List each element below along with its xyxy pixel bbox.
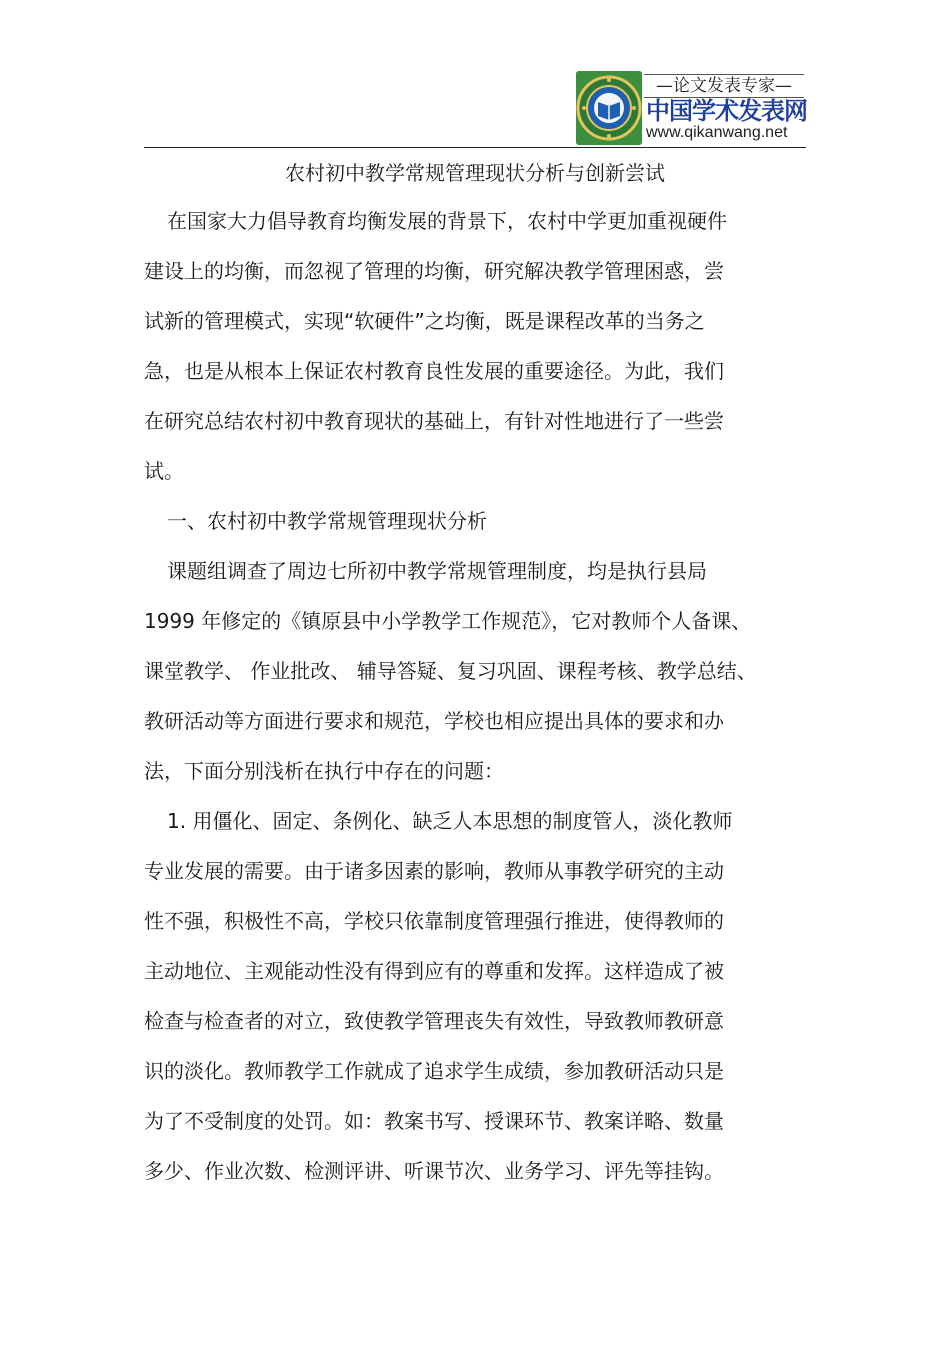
body-line: 检查与检查者的对立，致使教学管理丧失有效性，导致教师教研意 <box>144 1009 724 1033</box>
body-line: 识的淡化。教师教学工作就成了追求学生成绩，参加教研活动只是 <box>144 1059 724 1083</box>
body-line: 法，下面分别浅析在执行中存在的问题： <box>144 759 504 783</box>
body-line: 课题组调查了周边七所初中教学常规管理制度，均是执行县局 <box>167 559 707 583</box>
header-divider <box>144 147 806 148</box>
body-line: 性不强，积极性不高，学校只依靠制度管理强行推进，使得教师的 <box>144 909 724 933</box>
body-line: 建设上的均衡，而忽视了管理的均衡，研究解决教学管理困惑，尝 <box>144 259 724 283</box>
logo-url: www.qikanwang.net <box>646 124 788 141</box>
logo-slogan: —论文发表专家— <box>644 74 804 98</box>
seal-icon <box>576 71 642 145</box>
body-line: 在国家大力倡导教育均衡发展的背景下，农村中学更加重视硬件 <box>167 209 727 233</box>
document-title: 农村初中教学常规管理现状分析与创新尝试 <box>285 161 665 185</box>
body-line: 试新的管理模式，实现“软硬件”之均衡，既是课程改革的当务之 <box>144 309 705 333</box>
body-line: 课堂教学、 作业批改、 辅导答疑、复习巩固、课程考核、教学总结、 <box>144 659 757 683</box>
body-line: 主动地位、主观能动性没有得到应有的尊重和发挥。这样造成了被 <box>144 959 724 983</box>
body-line: 教研活动等方面进行要求和规范，学校也相应提出具体的要求和办 <box>144 709 724 733</box>
section-heading: 一、农村初中教学常规管理现状分析 <box>167 509 487 533</box>
body-line: 急，也是从根本上保证农村教育良性发展的重要途径。为此，我们 <box>144 359 724 383</box>
body-line: 为了不受制度的处罚。如：教案书写、授课环节、教案详略、数量 <box>144 1109 724 1133</box>
body-line: 试。 <box>144 459 184 483</box>
logo-name: 中国学术发表网 <box>646 97 807 125</box>
site-logo <box>576 71 806 145</box>
body-line: 专业发展的需要。由于诸多因素的影响，教师从事教学研究的主动 <box>144 859 724 883</box>
body-line: 在研究总结农村初中教育现状的基础上，有针对性地进行了一些尝 <box>144 409 724 433</box>
list-item-heading: 1. 用僵化、固定、条例化、缺乏人本思想的制度管人，淡化教师 <box>167 809 733 833</box>
body-line: 1999 年修定的《镇原县中小学教学工作规范》，它对教师个人备课、 <box>144 609 752 633</box>
body-line: 多少、作业次数、检测评讲、听课节次、业务学习、评先等挂钩。 <box>144 1159 724 1183</box>
logo-text-block <box>642 71 806 145</box>
